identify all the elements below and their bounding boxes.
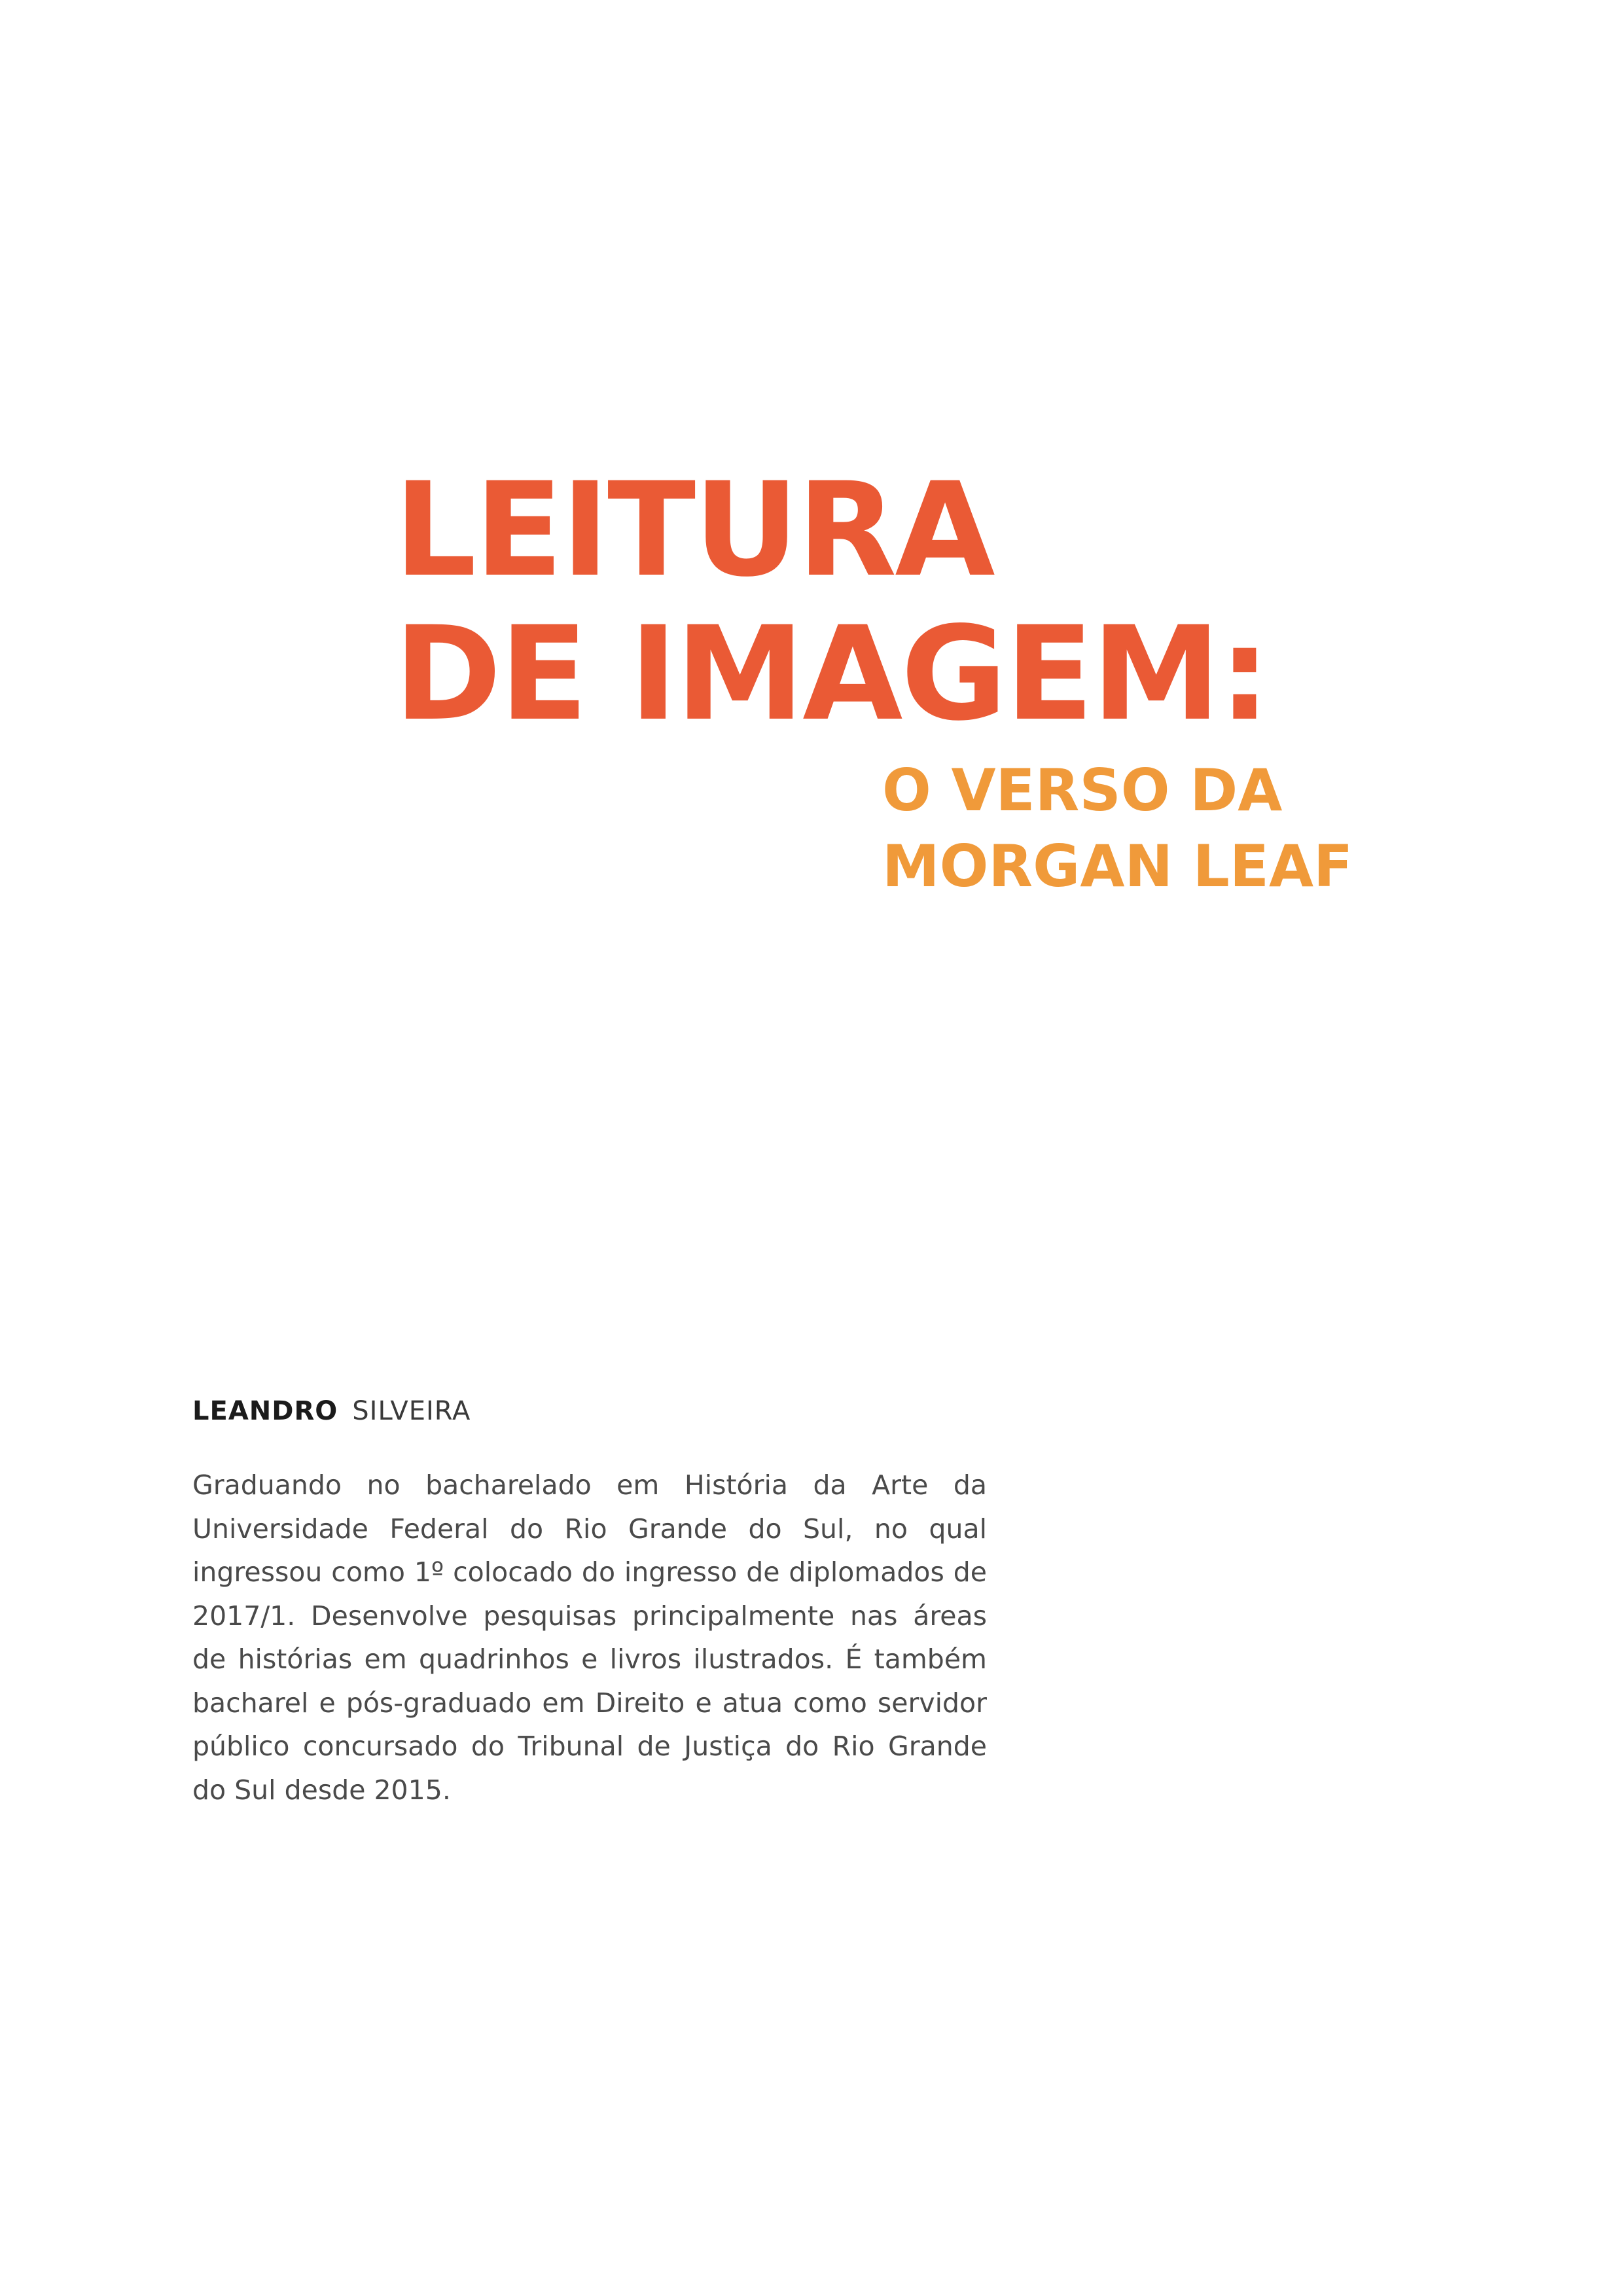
article-subtitle-line-2: MORGAN LEAF [882, 833, 1353, 900]
author-last-name: SILVEIRA [352, 1396, 471, 1426]
author-bio: Graduando no bacharelado em História da Arte da Universidade Federal do Rio Grande do Sul, no qual ingressou como 1º colocado do ingresso de diplomados de 2017/1. Desenvolve pesquisas principalmente nas áreas de histórias em quadrinhos e livros ilustrados. É também bacharel e pós-graduado em Direito e atua como servidor público concursado do Tribunal de Justiça do Rio Grande do Sul desde 2015. [192, 1469, 987, 1806]
article-subtitle [882, 753, 1353, 905]
article-subtitle-line-1: O VERSO DA [882, 757, 1283, 824]
article-title [394, 454, 1269, 749]
article-title-line-2: DE IMAGEM: [394, 598, 1269, 749]
article-title-line-1: LEITURA [394, 454, 993, 605]
author-name [192, 1393, 471, 1429]
author-first-name: LEANDRO [192, 1396, 338, 1426]
